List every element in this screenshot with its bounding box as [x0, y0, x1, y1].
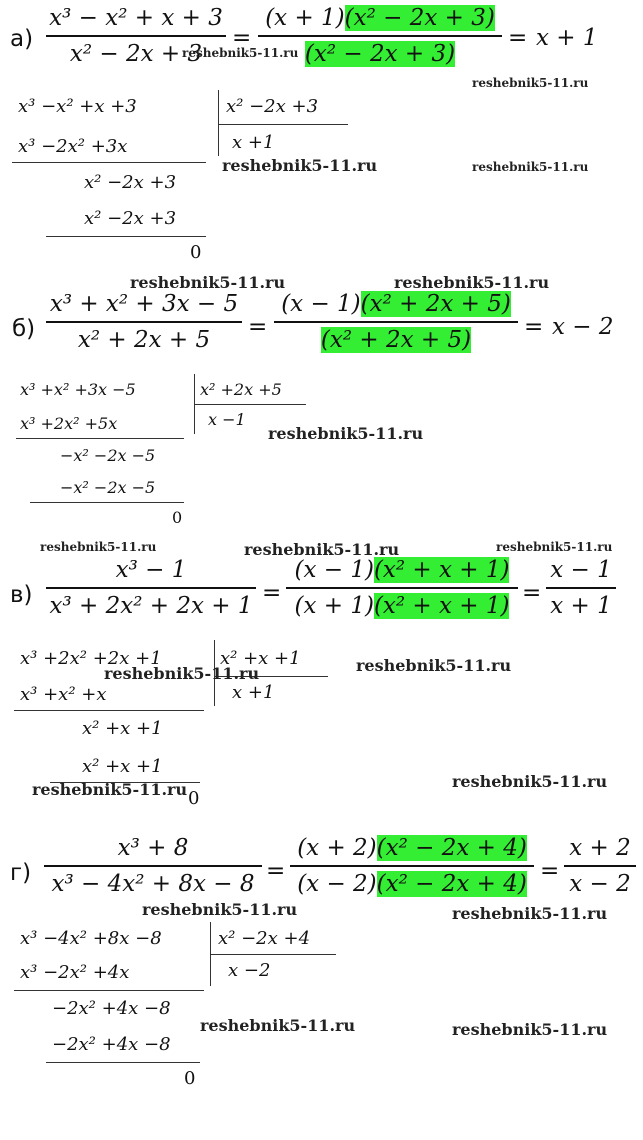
watermark-text: reshebnik5-11.ru	[200, 1016, 356, 1035]
equals-sign: =	[540, 858, 560, 884]
watermark-text: reshebnik5-11.ru	[496, 540, 613, 554]
remainder-zero: 0	[188, 788, 200, 809]
subtrahend-1: x³ −2x² +3x	[18, 136, 128, 157]
remainder-step: −2x² +4x −8	[52, 998, 171, 1019]
factor-linear: (x + 1)	[294, 593, 374, 619]
fraction-bar	[46, 35, 226, 37]
quotient: x +1	[232, 682, 275, 703]
remainder-zero: 0	[172, 508, 183, 527]
result-denominator: x + 1	[550, 593, 612, 619]
watermark-text: reshebnik5-11.ru	[268, 424, 424, 443]
equals-sign: =	[232, 25, 252, 51]
result-numerator: x + 2	[569, 835, 631, 861]
subtrahend-2: x² +x +1	[82, 756, 163, 777]
lhs-denominator: x² − 2x + 3	[69, 41, 203, 67]
lhs-numerator: x³ − 1	[115, 557, 187, 583]
remainder-step: −x² −2x −5	[60, 446, 156, 465]
factor-quadratic-highlight: (x² + x + 1)	[373, 593, 510, 619]
subtrahend-2: −x² −2x −5	[60, 478, 156, 497]
factor-quadratic-highlight: (x² + 2x + 5)	[320, 327, 472, 353]
fraction-bar	[46, 587, 256, 589]
factor-quadratic-highlight: (x² − 2x + 4)	[376, 835, 527, 861]
dividend: x³ −x² +x +3	[18, 96, 137, 117]
remainder-step: x² −2x +3	[84, 172, 177, 193]
watermark-text: reshebnik5-11.ru	[244, 540, 400, 559]
watermark-text: reshebnik5-11.ru	[142, 900, 298, 919]
dividend: x³ −4x² +8x −8	[20, 928, 162, 949]
quotient: x −2	[228, 960, 271, 981]
divisor: x² −2x +3	[226, 96, 319, 117]
subtraction-line	[16, 438, 184, 439]
factor-linear: (x − 2)	[297, 871, 377, 897]
subtraction-line	[14, 990, 204, 991]
factor-linear: (x − 1)	[281, 291, 361, 317]
watermark-text: reshebnik5-11.ru	[452, 1020, 608, 1039]
equals-sign: =	[266, 858, 286, 884]
lhs-fraction	[46, 290, 242, 354]
subtraction-line	[14, 710, 204, 711]
watermark-text: reshebnik5-11.ru	[452, 904, 608, 923]
watermark-text: reshebnik5-11.ru	[40, 540, 157, 554]
section-label: г)	[10, 860, 32, 886]
divisor-underline	[194, 404, 306, 405]
fraction-bar	[564, 865, 636, 867]
division-vertical-line	[218, 90, 219, 156]
section-label: в)	[10, 582, 33, 608]
fraction-bar	[44, 865, 262, 867]
result: x + 1	[536, 25, 598, 51]
subtrahend-2: x² −2x +3	[84, 208, 177, 229]
rhs-numerator	[258, 4, 502, 32]
subtraction-line	[30, 502, 184, 503]
rhs-denominator	[290, 870, 534, 898]
rhs-denominator	[274, 326, 518, 354]
lhs-denominator: x³ − 4x² + 8x − 8	[51, 871, 255, 897]
divisor: x² −2x +4	[218, 928, 311, 949]
factor-quadratic-highlight: (x² − 2x + 4)	[376, 871, 527, 897]
section-label: а)	[10, 26, 34, 52]
subtrahend-1: x³ −2x² +4x	[20, 962, 130, 983]
fraction-bar	[46, 321, 242, 323]
watermark-text: reshebnik5-11.ru	[32, 780, 188, 799]
rhs-fraction	[274, 290, 518, 354]
subtrahend-1: x³ +x² +x	[20, 684, 107, 705]
rhs-fraction	[290, 834, 534, 898]
fraction-bar	[258, 35, 502, 37]
factor-quadratic-highlight: (x² + x + 1)	[373, 557, 510, 583]
subtraction-line	[46, 236, 206, 237]
divisor: x² +2x +5	[200, 380, 282, 399]
remainder-zero: 0	[190, 242, 202, 263]
result-fraction	[564, 834, 636, 898]
lhs-numerator: x³ + x² + 3x − 5	[49, 291, 239, 317]
remainder-zero: 0	[184, 1068, 196, 1089]
watermark-text: reshebnik5-11.ru	[182, 46, 299, 60]
lhs-numerator: x³ − x² + x + 3	[49, 5, 223, 31]
watermark-text: reshebnik5-11.ru	[472, 76, 589, 90]
lhs-fraction	[46, 556, 256, 620]
subtrahend-1: x³ +2x² +5x	[20, 414, 118, 433]
rhs-fraction	[286, 556, 518, 620]
watermark-text: reshebnik5-11.ru	[130, 273, 286, 292]
lhs-numerator: x³ + 8	[117, 835, 189, 861]
watermark-text: reshebnik5-11.ru	[222, 156, 378, 175]
subtraction-line	[46, 1062, 200, 1063]
result-denominator: x − 2	[569, 871, 631, 897]
result-numerator: x − 1	[550, 557, 612, 583]
quotient: x −1	[208, 410, 246, 429]
lhs-fraction	[44, 834, 262, 898]
remainder-step: x² +x +1	[82, 718, 163, 739]
watermark-text: reshebnik5-11.ru	[394, 273, 550, 292]
section-label: б)	[12, 316, 36, 342]
fraction-bar	[274, 321, 518, 323]
watermark-text: reshebnik5-11.ru	[472, 160, 589, 174]
result: x − 2	[552, 314, 614, 340]
rhs-numerator	[286, 556, 518, 584]
fraction-bar	[290, 865, 534, 867]
rhs-denominator	[286, 592, 518, 620]
divisor-underline	[218, 124, 348, 125]
factor-quadratic-highlight: (x² − 2x + 3)	[344, 5, 495, 31]
quotient: x +1	[232, 132, 275, 153]
fraction-bar	[546, 587, 616, 589]
dividend: x³ +2x² +2x +1	[20, 648, 162, 669]
watermark-text: reshebnik5-11.ru	[452, 772, 608, 791]
watermark-text: reshebnik5-11.ru	[104, 664, 260, 683]
lhs-denominator: x³ + 2x² + 2x + 1	[49, 593, 253, 619]
equals-sign: =	[522, 580, 542, 606]
result-fraction	[546, 556, 616, 620]
dividend: x³ +x² +3x −5	[20, 380, 136, 399]
lhs-denominator: x² + 2x + 5	[77, 327, 211, 353]
factor-linear: (x − 1)	[294, 557, 374, 583]
equals-sign: =	[508, 25, 528, 51]
factor-quadratic-highlight: (x² + 2x + 5)	[360, 291, 511, 317]
factor-linear: (x + 1)	[265, 5, 345, 31]
factor-linear: (x + 2)	[297, 835, 377, 861]
equals-sign: =	[524, 314, 544, 340]
rhs-numerator	[274, 290, 518, 318]
divisor-underline	[210, 954, 336, 955]
divisor: x² +x +1	[220, 648, 301, 669]
fraction-bar	[286, 587, 518, 589]
rhs-numerator	[290, 834, 534, 862]
watermark-text: reshebnik5-11.ru	[356, 656, 512, 675]
equals-sign: =	[262, 580, 282, 606]
equals-sign: =	[248, 314, 268, 340]
subtrahend-2: −2x² +4x −8	[52, 1034, 171, 1055]
factor-quadratic-highlight: (x² − 2x + 3)	[304, 41, 456, 67]
subtraction-line	[12, 162, 206, 163]
